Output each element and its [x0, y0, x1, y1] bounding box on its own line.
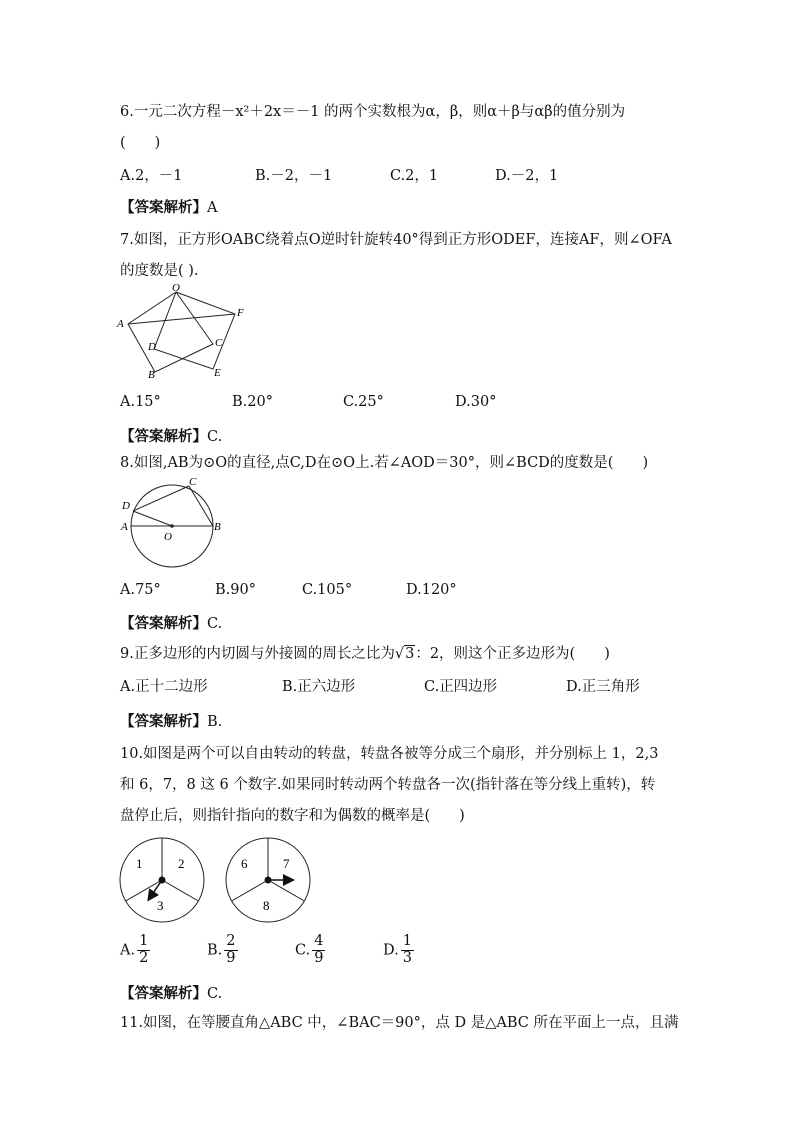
q8-option-a: A.75° [120, 582, 161, 598]
spinner-1-label-1: 1 [136, 856, 143, 871]
q10-option-c [295, 934, 325, 967]
spinner-2 [226, 838, 310, 922]
q7-stem-line2: 的度数是( ). [120, 263, 199, 279]
label-d: D [122, 500, 130, 512]
sqrt-radicand: 3 [405, 646, 415, 662]
sqrt-expression: √3 [394, 646, 415, 662]
label-a: A [121, 521, 128, 533]
spinner-1-label-3: 3 [157, 898, 164, 913]
q10-stem-line3: 盘停止后，则指针指向的数字和为偶数的概率是( ) [120, 808, 465, 824]
answer-value: B. [207, 714, 223, 730]
q7-option-c: C.25° [343, 394, 384, 410]
q10-option-d [383, 934, 414, 967]
answer-value: A [207, 200, 218, 216]
q9-option-a: A.正十二边形 [120, 679, 208, 695]
q7-figure-rotated-squares [115, 284, 250, 380]
answer-label: 【答案解析】 [120, 615, 207, 632]
q9-option-d: D.正三角形 [566, 679, 640, 695]
numerator: 4 [314, 933, 324, 949]
q6-option-c: C.2，1 [390, 168, 439, 184]
q7-stem-line1: 7.如图，正方形OABC绕着点O逆时针旋转40°得到正方形ODEF，连接AF，则∠OFA [120, 232, 672, 248]
spinner-1-label-2: 2 [178, 856, 185, 871]
q7-option-a: A.15° [120, 394, 161, 410]
q6-answer [120, 196, 217, 217]
answer-label: 【答案解析】 [120, 713, 207, 730]
label-a: A [117, 318, 124, 330]
q9-option-b: B.正六边形 [282, 679, 356, 695]
q9-stem-pre: 9.正多边形的内切圆与外接圆的周长之比为 [120, 646, 395, 662]
denominator: 9 [314, 949, 324, 966]
label-d: D [148, 341, 156, 353]
q9-stem [120, 642, 610, 663]
q8-option-d: D.120° [406, 582, 457, 598]
q6-option-a: A.2，－1 [120, 168, 183, 184]
q6-paren: ( ) [120, 135, 161, 151]
spinner-2-label-7: 7 [283, 856, 290, 871]
answer-label: 【答案解析】 [120, 199, 207, 216]
fraction [224, 934, 237, 967]
q9-stem-post: ：2，则这个正多边形为( ) [415, 646, 610, 662]
q7-option-d: D.30° [455, 394, 497, 410]
q8-figure-circle [117, 474, 227, 574]
numerator: 1 [139, 933, 149, 949]
spinner-1 [120, 838, 204, 922]
q10-spinners-figure [118, 836, 318, 926]
fraction [312, 934, 325, 967]
numerator: 2 [226, 933, 236, 949]
option-letter: A. [120, 942, 136, 959]
fraction [137, 934, 150, 967]
label-c: C [215, 337, 223, 349]
q8-option-b: B.90° [215, 582, 256, 598]
q10-option-b [207, 934, 238, 967]
denominator: 9 [226, 949, 236, 966]
label-o: O [164, 531, 172, 543]
denominator: 2 [139, 949, 149, 966]
q6-option-b: B.－2，－1 [255, 168, 333, 184]
answer-value: C. [207, 986, 223, 1002]
q8-option-c: C.105° [302, 582, 353, 598]
q10-option-a [120, 934, 150, 967]
answer-value: C. [207, 429, 223, 445]
center-point [170, 524, 174, 528]
q11-stem: 11.如图，在等腰直角△ABC 中，∠BAC＝90°，点 D 是△ABC 所在平面上一点，且满 [120, 1015, 679, 1031]
q7-answer [120, 425, 222, 446]
fraction [401, 934, 414, 967]
label-e: E [214, 367, 221, 379]
q10-stem-line1: 10.如图是两个可以自由转动的转盘，转盘各被等分成三个扇形，并分别标上 1，2,3 [120, 746, 659, 762]
q8-stem: 8.如图,AB为⊙O的直径,点C,D在⊙O上.若∠AOD＝30°，则∠BCD的度数是( ) [120, 455, 649, 471]
label-f: F [237, 307, 244, 319]
label-o: O [172, 284, 180, 294]
numerator: 1 [402, 933, 412, 949]
spinner-2-label-8: 8 [263, 898, 270, 913]
q9-option-c: C.正四边形 [424, 679, 498, 695]
q8-answer [120, 612, 222, 633]
label-b: B [214, 521, 221, 533]
option-letter: D. [383, 942, 399, 959]
label-c: C [189, 476, 197, 488]
answer-label: 【答案解析】 [120, 428, 207, 445]
option-letter: B. [207, 942, 223, 959]
answer-value: C. [207, 616, 223, 632]
q6-stem: 6.一元二次方程－x²＋2x＝－1 的两个实数根为α，β，则α＋β与αβ的值分别为 [120, 104, 626, 120]
spinner-2-label-6: 6 [241, 856, 248, 871]
q7-option-b: B.20° [232, 394, 273, 410]
q6-option-d: D.－2，1 [495, 168, 559, 184]
q10-answer [120, 982, 222, 1003]
answer-label: 【答案解析】 [120, 985, 207, 1002]
label-b: B [148, 369, 155, 380]
option-letter: C. [295, 942, 311, 959]
q9-answer [120, 710, 222, 731]
denominator: 3 [402, 949, 412, 966]
q10-stem-line2: 和 6，7，8 这 6 个数字.如果同时转动两个转盘各一次(指针落在等分线上重转)，转 [120, 777, 656, 793]
